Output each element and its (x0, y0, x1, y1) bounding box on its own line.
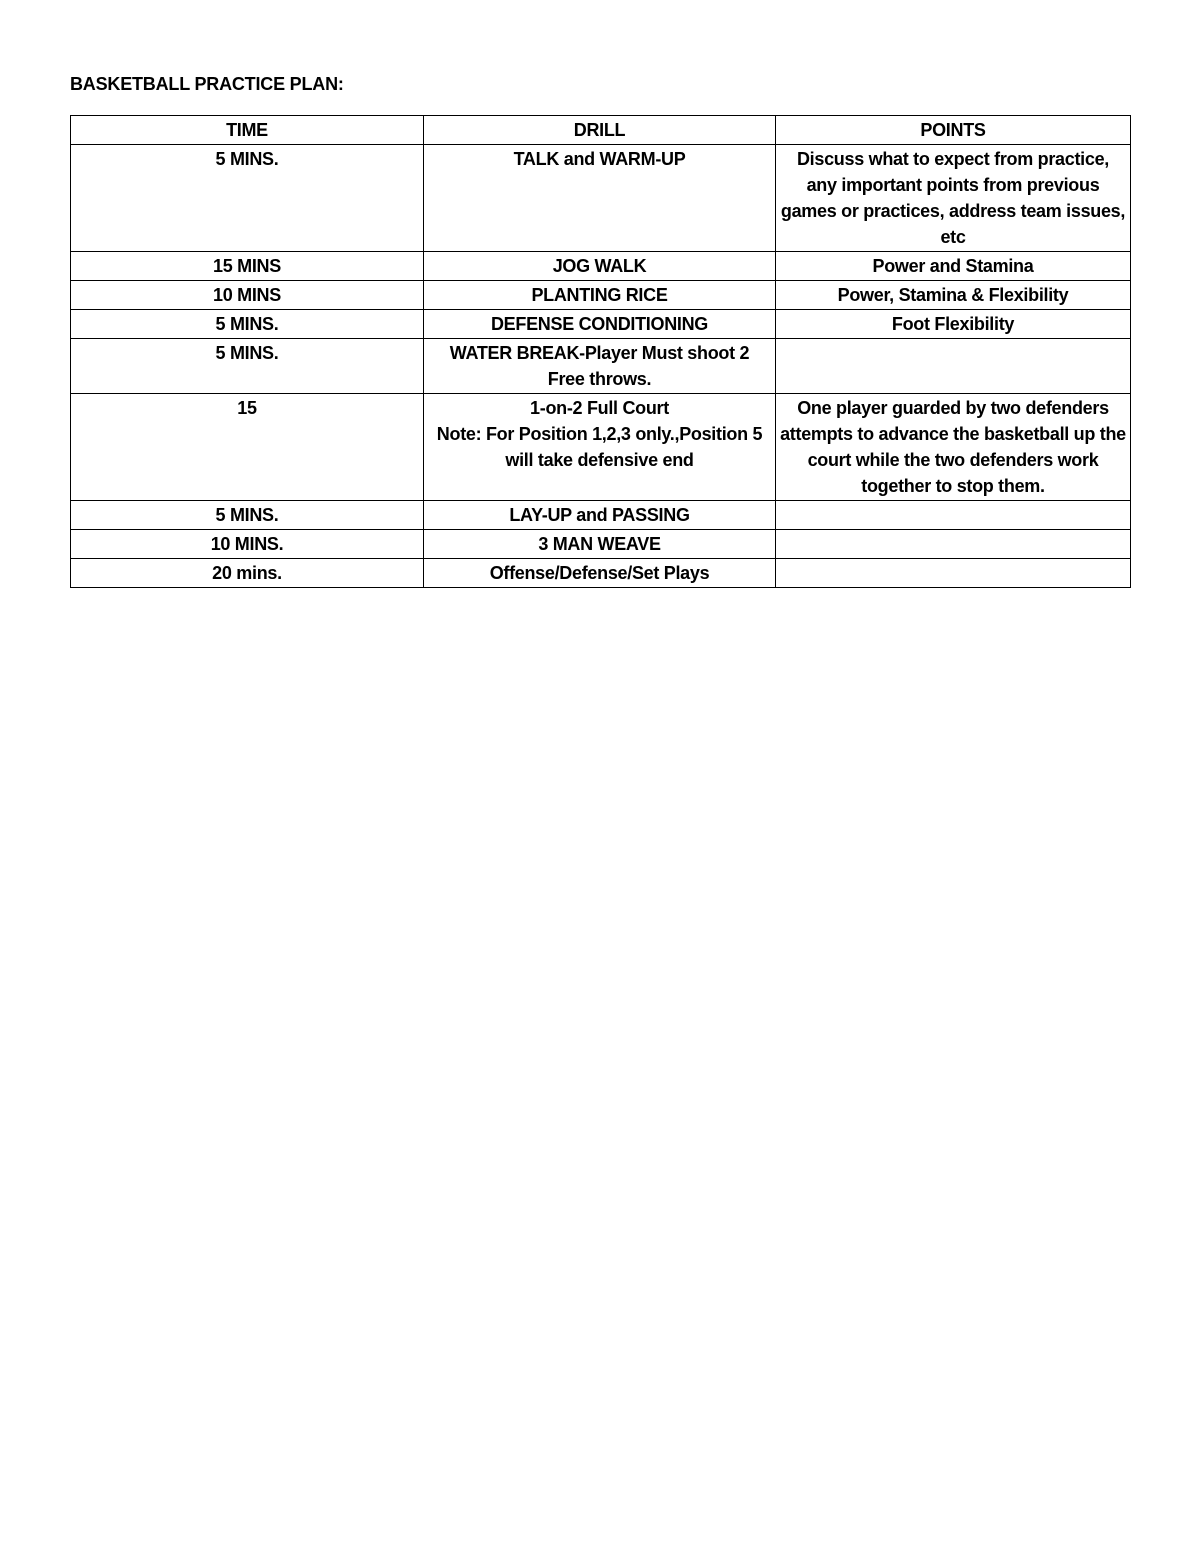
cell-drill: DEFENSE CONDITIONING (424, 310, 776, 339)
table-row (71, 310, 1131, 339)
header-drill: DRILL (424, 116, 776, 145)
cell-points (776, 339, 1131, 394)
cell-points: Foot Flexibility (776, 310, 1131, 339)
cell-drill: JOG WALK (424, 252, 776, 281)
cell-time: 5 MINS. (71, 145, 424, 252)
cell-time: 5 MINS. (71, 501, 424, 530)
cell-points (776, 530, 1131, 559)
cell-points (776, 559, 1131, 588)
table-row (71, 252, 1131, 281)
table-row (71, 501, 1131, 530)
cell-time: 5 MINS. (71, 310, 424, 339)
cell-time: 20 mins. (71, 559, 424, 588)
header-points: POINTS (776, 116, 1131, 145)
table-row (71, 281, 1131, 310)
cell-time: 5 MINS. (71, 339, 424, 394)
table-row (71, 339, 1131, 394)
cell-time: 10 MINS (71, 281, 424, 310)
cell-points: Power and Stamina (776, 252, 1131, 281)
cell-time: 10 MINS. (71, 530, 424, 559)
cell-points (776, 501, 1131, 530)
table-row (71, 394, 1131, 501)
cell-points: One player guarded by two defenders attempts to advance the basketball up the court while the two defenders work together to stop them. (776, 394, 1131, 501)
drill-note: Note: For Position 1,2,3 only.,Position 5 will take defensive end (436, 424, 763, 470)
table-row (71, 145, 1131, 252)
table-row (71, 559, 1131, 588)
cell-points: Power, Stamina & Flexibility (776, 281, 1131, 310)
cell-drill: Offense/Defense/Set Plays (424, 559, 776, 588)
cell-drill: 3 MAN WEAVE (424, 530, 776, 559)
cell-drill: TALK and WARM-UP (424, 145, 776, 252)
cell-time: 15 MINS (71, 252, 424, 281)
cell-drill: LAY-UP and PASSING (424, 501, 776, 530)
cell-points: Discuss what to expect from practice, any important points from previous games or practices, address team issues, etc (776, 145, 1131, 252)
cell-drill: PLANTING RICE (424, 281, 776, 310)
page-title: BASKETBALL PRACTICE PLAN: (70, 74, 344, 94)
cell-drill (424, 394, 776, 501)
drill-name: 1-on-2 Full Court (530, 398, 669, 418)
cell-time: 15 (71, 394, 424, 501)
table-header-row (71, 116, 1131, 145)
header-time: TIME (71, 116, 424, 145)
cell-drill: WATER BREAK-Player Must shoot 2 Free throws. (424, 339, 776, 394)
table-row (71, 530, 1131, 559)
practice-plan-table (70, 115, 1131, 588)
